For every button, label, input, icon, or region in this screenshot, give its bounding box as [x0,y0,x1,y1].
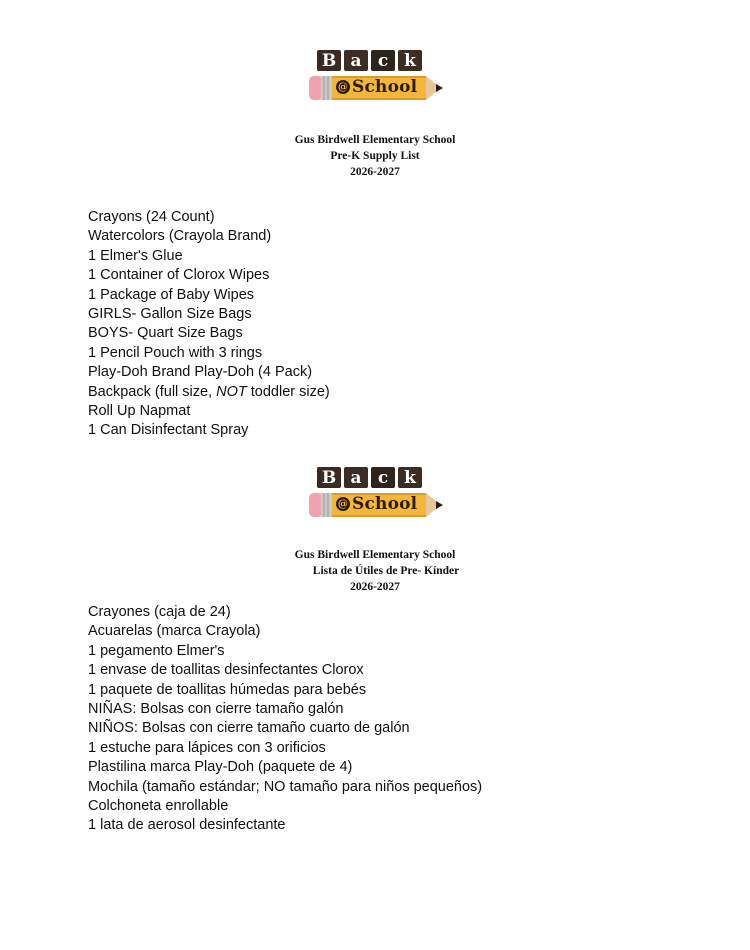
spanish-supply-list [88,603,750,836]
english-header [0,132,750,180]
logo-at-badge: @ [337,498,349,510]
list-item: Crayones (caja de 24) [88,604,231,620]
logo-tile: c [371,467,395,488]
logo-tile: k [398,467,422,488]
logo-school-word: School [352,494,418,514]
list-title: Pre-K Supply List [330,150,420,162]
school-year: 2026-2027 [350,166,400,178]
list-item: GIRLS- Gallon Size Bags [88,306,252,323]
school-name: Gus Birdwell Elementary School [294,134,456,146]
list-item: NIÑOS: Bolsas con cierre tamaño cuarto de galón [88,720,410,737]
list-item: Plastilina marca Play-Doh (paquete de 4) [88,759,353,776]
logo-pencil-text [336,492,422,516]
list-item: Acuarelas (marca Crayola) [88,623,261,640]
list-item: NIÑAS: Bolsas con cierre tamaño galón [88,701,344,718]
backpack-text: Backpack (full size, [88,383,217,400]
list-item: Roll Up Napmat [88,403,191,420]
list-item: Play-Doh Brand Play-Doh (4 Pack) [88,364,313,381]
logo-tile: a [344,467,368,488]
list-item: Mochila (tamaño estándar; NO tamaño para niños pequeños) [88,778,483,795]
list-item: 1 envase de toallitas desinfectantes Clorox [88,662,364,679]
logo-tile: B [317,50,341,71]
list-item: 1 Container of Clorox Wipes [88,267,270,284]
list-item: 1 Can Disinfectant Spray [88,422,249,439]
list-item: BOYS- Quart Size Bags [88,325,243,342]
logo-school-word: School [352,77,418,97]
logo-pencil-text [336,75,422,99]
spanish-section [0,461,750,836]
list-item: 1 lata de aerosol desinfectante [88,817,286,834]
school-year: 2026-2027 [350,581,400,593]
list-item: 1 pegamento Elmer's [88,642,225,659]
list-item-backpack [88,383,750,402]
list-item: Watercolors (Crayola Brand) [88,228,272,245]
list-item: Crayons (24 Count) [88,209,215,225]
logo-tile: B [317,467,341,488]
school-name: Gus Birdwell Elementary School [294,549,456,561]
list-item: 1 Package of Baby Wipes [88,286,255,303]
list-title: Lista de Útiles de Pre- Kínder [312,565,460,577]
list-item: 1 Pencil Pouch with 3 rings [88,344,263,361]
logo-tile: a [344,50,368,71]
english-section [0,44,750,441]
logo-tile: k [398,50,422,71]
list-item: 1 paquete de toallitas húmedas para bebés [88,681,367,698]
english-supply-list [88,208,750,441]
logo-at-badge: @ [337,81,349,93]
back-to-school-logo [308,461,444,525]
list-item: Colchoneta enrollable [88,798,229,815]
back-to-school-logo [308,44,444,108]
logo-letter-tiles [317,50,425,71]
list-item: 1 estuche para lápices con 3 orificios [88,739,326,756]
logo-letter-tiles [317,467,425,488]
backpack-tail: toddler size) [246,383,330,400]
spanish-header [0,547,750,595]
list-item: 1 Elmer's Glue [88,247,183,264]
backpack-emphasis: NOT [216,383,247,400]
logo-tile: c [371,50,395,71]
